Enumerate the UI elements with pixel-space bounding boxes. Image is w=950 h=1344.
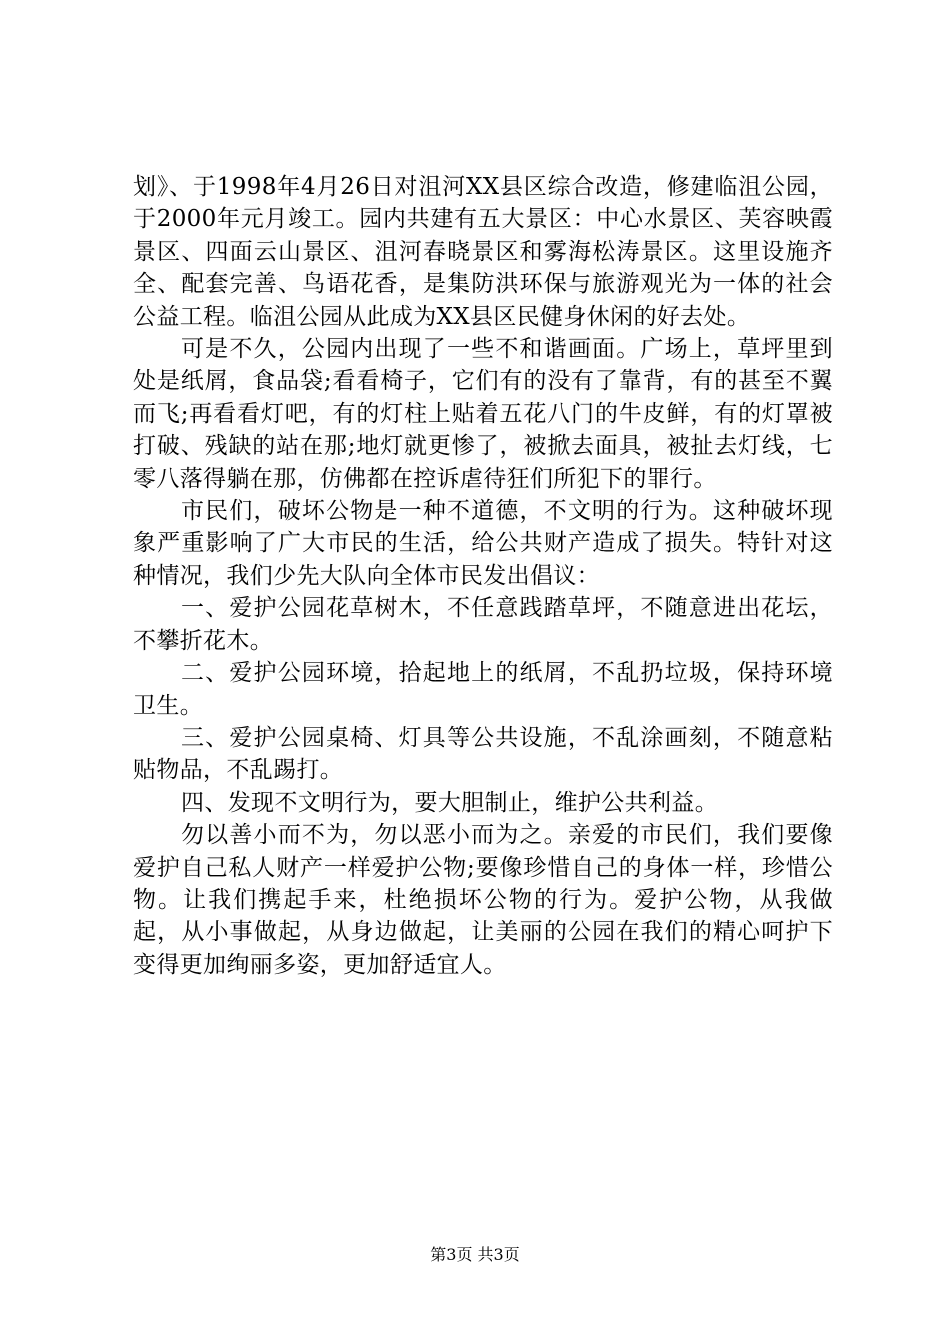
page-number-footer: 第3页 共3页 [430,1245,520,1264]
paragraph-park-history: 划》、于1998年4月26日对沮河XX县区综合改造，修建临沮公园，于2000年元月竣工。园内共建有五大景区：中心水景区、芙容映霞景区、四面云山景区、沮河春晓景区和雾海松涛景区。这里设施齐全、配套完善、鸟语花香，是集防洪环保与旅游观光为一体的社会公益工程。临沮公园从此成为XX县区民健身休闲的好去处。 [133,174,833,330]
paragraph-park-damage: 可是不久，公园内出现了一些不和谐画面。广场上，草坪里到处是纸屑，食品袋;看看椅子，它们有的没有了靠背，有的甚至不翼而飞;再看看灯吧，有的灯柱上贴着五花八门的牛皮鲜，有的灯罩被打破、残缺的站在那;地灯就更惨了，被掀去面具，被扯去灯线，七零八落得躺在那，仿佛都在控诉虐待狂们所犯下的罪行。 [133,336,833,492]
paragraph-proposal-item-1: 一、爱护公园花草树木，不任意践踏草坪，不随意进出花坛，不攀折花木。 [133,595,833,654]
paragraph-closing: 勿以善小而不为，勿以恶小而为之。亲爱的市民们，我们要像爱护自己私人财产一样爱护公物;要像珍惜自己的身体一样，珍惜公物。让我们携起手来，杜绝损坏公物的行为。爱护公物，从我做起，从小事做起，从身边做起，让美丽的公园在我们的精心呵护下变得更加绚丽多姿，更加舒适宜人。 [133,822,833,978]
paragraph-proposal-item-2: 二、爱护公园环境，拾起地上的纸屑，不乱扔垃圾，保持环境卫生。 [133,660,833,719]
document-body [133,171,833,981]
paragraph-proposal-item-3: 三、爱护公园桌椅、灯具等公共设施，不乱涂画刻，不随意粘贴物品，不乱踢打。 [133,724,833,784]
paragraph-proposal-item-4: 四、发现不文明行为，要大胆制止，维护公共利益。 [181,789,719,816]
paragraph-proposal-intro: 市民们，破坏公物是一种不道德，不文明的行为。这种破坏现象严重影响了广大市民的生活，给公共财产造成了损失。特针对这种情况，我们少先大队向全体市民发出倡议： [133,498,833,589]
